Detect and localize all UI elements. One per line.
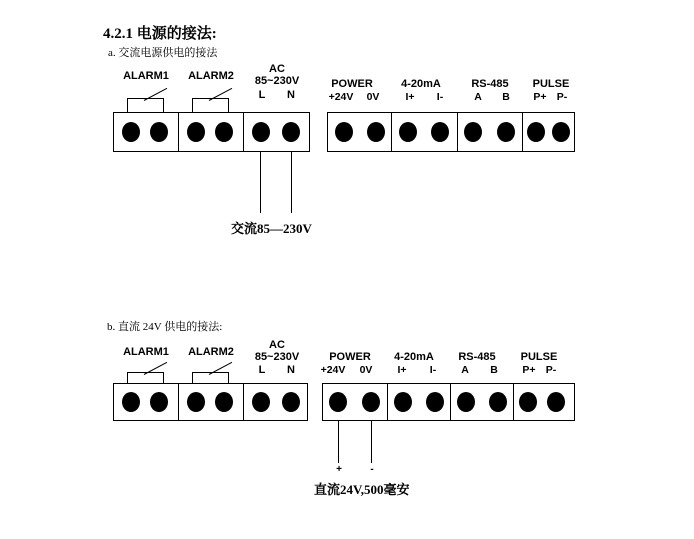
wire-n bbox=[291, 152, 292, 213]
label-rs-a-a: A bbox=[474, 91, 482, 103]
label-420ma-a: 4-20mA bbox=[401, 78, 441, 90]
block-section-divider bbox=[450, 383, 451, 421]
label-rs-b-a: B bbox=[502, 91, 510, 103]
terminal-block-left-b bbox=[113, 383, 308, 421]
label-pulse-b: PULSE bbox=[520, 351, 558, 363]
label-iplus-b: I+ bbox=[397, 364, 407, 376]
label-iminus-b: I- bbox=[429, 364, 437, 376]
terminal-hole bbox=[527, 122, 545, 142]
label-pulse-a: PULSE bbox=[532, 78, 570, 90]
label-terminal-l-b: L bbox=[258, 364, 266, 376]
terminal-hole bbox=[215, 122, 233, 142]
block-section-divider bbox=[391, 112, 392, 152]
terminal-hole bbox=[497, 122, 515, 142]
label-rs-b-b: B bbox=[490, 364, 498, 376]
label-ac-range-b: 85~230V bbox=[254, 351, 300, 363]
terminal-hole bbox=[431, 122, 449, 142]
label-pplus-b: P+ bbox=[522, 364, 536, 376]
terminal-hole bbox=[457, 392, 475, 412]
label-pplus-a: P+ bbox=[533, 91, 547, 103]
block-section-divider bbox=[178, 112, 179, 152]
terminal-hole bbox=[150, 122, 168, 142]
block-section-divider bbox=[243, 383, 244, 421]
terminal-hole bbox=[252, 392, 270, 412]
wire-positive bbox=[338, 421, 339, 463]
label-iminus-a: I- bbox=[436, 91, 444, 103]
label-24v-b: +24V bbox=[320, 364, 346, 376]
terminal-hole bbox=[426, 392, 444, 412]
terminal-hole bbox=[282, 122, 300, 142]
terminal-hole bbox=[464, 122, 482, 142]
label-rs-a-b: A bbox=[461, 364, 469, 376]
block-section-divider bbox=[387, 383, 388, 421]
label-ac-b: AC bbox=[269, 339, 285, 351]
label-power-b: POWER bbox=[329, 351, 371, 363]
terminal-hole bbox=[362, 392, 380, 412]
block-section-divider bbox=[243, 112, 244, 152]
label-iplus-a: I+ bbox=[405, 91, 415, 103]
terminal-hole bbox=[547, 392, 565, 412]
terminal-hole bbox=[252, 122, 270, 142]
label-alarm1-a: ALARM1 bbox=[123, 70, 169, 82]
label-alarm2-a: ALARM2 bbox=[188, 70, 234, 82]
label-24v-a: +24V bbox=[328, 91, 354, 103]
terminal-hole bbox=[215, 392, 233, 412]
terminal-hole bbox=[367, 122, 385, 142]
section-title: 4.2.1 电源的接法: bbox=[103, 26, 217, 42]
label-pminus-b: P- bbox=[545, 364, 557, 376]
terminal-hole bbox=[394, 392, 412, 412]
label-terminal-n-b: N bbox=[287, 364, 295, 376]
terminal-hole bbox=[122, 392, 140, 412]
label-pminus-a: P- bbox=[556, 91, 568, 103]
wire-negative bbox=[371, 421, 372, 463]
block-section-divider bbox=[522, 112, 523, 152]
terminal-hole bbox=[399, 122, 417, 142]
label-420ma-b: 4-20mA bbox=[394, 351, 434, 363]
label-0v-a: 0V bbox=[366, 91, 380, 103]
terminal-hole bbox=[519, 392, 537, 412]
label-ac-range-a: 85~230V bbox=[254, 75, 300, 87]
terminal-hole bbox=[329, 392, 347, 412]
terminal-hole bbox=[122, 122, 140, 142]
label-terminal-n-a: N bbox=[287, 89, 295, 101]
minus-sign-label: - bbox=[370, 464, 374, 475]
label-alarm1-b: ALARM1 bbox=[123, 346, 169, 358]
label-terminal-l-a: L bbox=[258, 89, 266, 101]
dc-supply-annotation: 直流24V,500毫安 bbox=[314, 482, 410, 497]
terminal-hole bbox=[187, 392, 205, 412]
label-rs485-b: RS-485 bbox=[458, 351, 496, 363]
block-section-divider bbox=[457, 112, 458, 152]
block-section-divider bbox=[513, 383, 514, 421]
block-section-divider bbox=[178, 383, 179, 421]
label-0v-b: 0V bbox=[359, 364, 373, 376]
terminal-hole bbox=[187, 122, 205, 142]
terminal-hole bbox=[489, 392, 507, 412]
terminal-hole bbox=[150, 392, 168, 412]
terminal-block-left-a bbox=[113, 112, 310, 152]
diagram-b-caption: b. 直流 24V 供电的接法: bbox=[107, 321, 223, 333]
plus-sign-label: + bbox=[336, 464, 342, 475]
label-power-a: POWER bbox=[331, 78, 373, 90]
wire-l bbox=[260, 152, 261, 213]
label-alarm2-b: ALARM2 bbox=[188, 346, 234, 358]
terminal-hole bbox=[282, 392, 300, 412]
terminal-hole bbox=[335, 122, 353, 142]
terminal-block-right-b bbox=[322, 383, 575, 421]
diagram-a-caption: a. 交流电源供电的接法 bbox=[108, 47, 218, 59]
label-ac-a: AC bbox=[269, 63, 285, 75]
terminal-hole bbox=[552, 122, 570, 142]
ac-supply-annotation: 交流85—230V bbox=[231, 221, 312, 236]
label-rs485-a: RS-485 bbox=[471, 78, 509, 90]
